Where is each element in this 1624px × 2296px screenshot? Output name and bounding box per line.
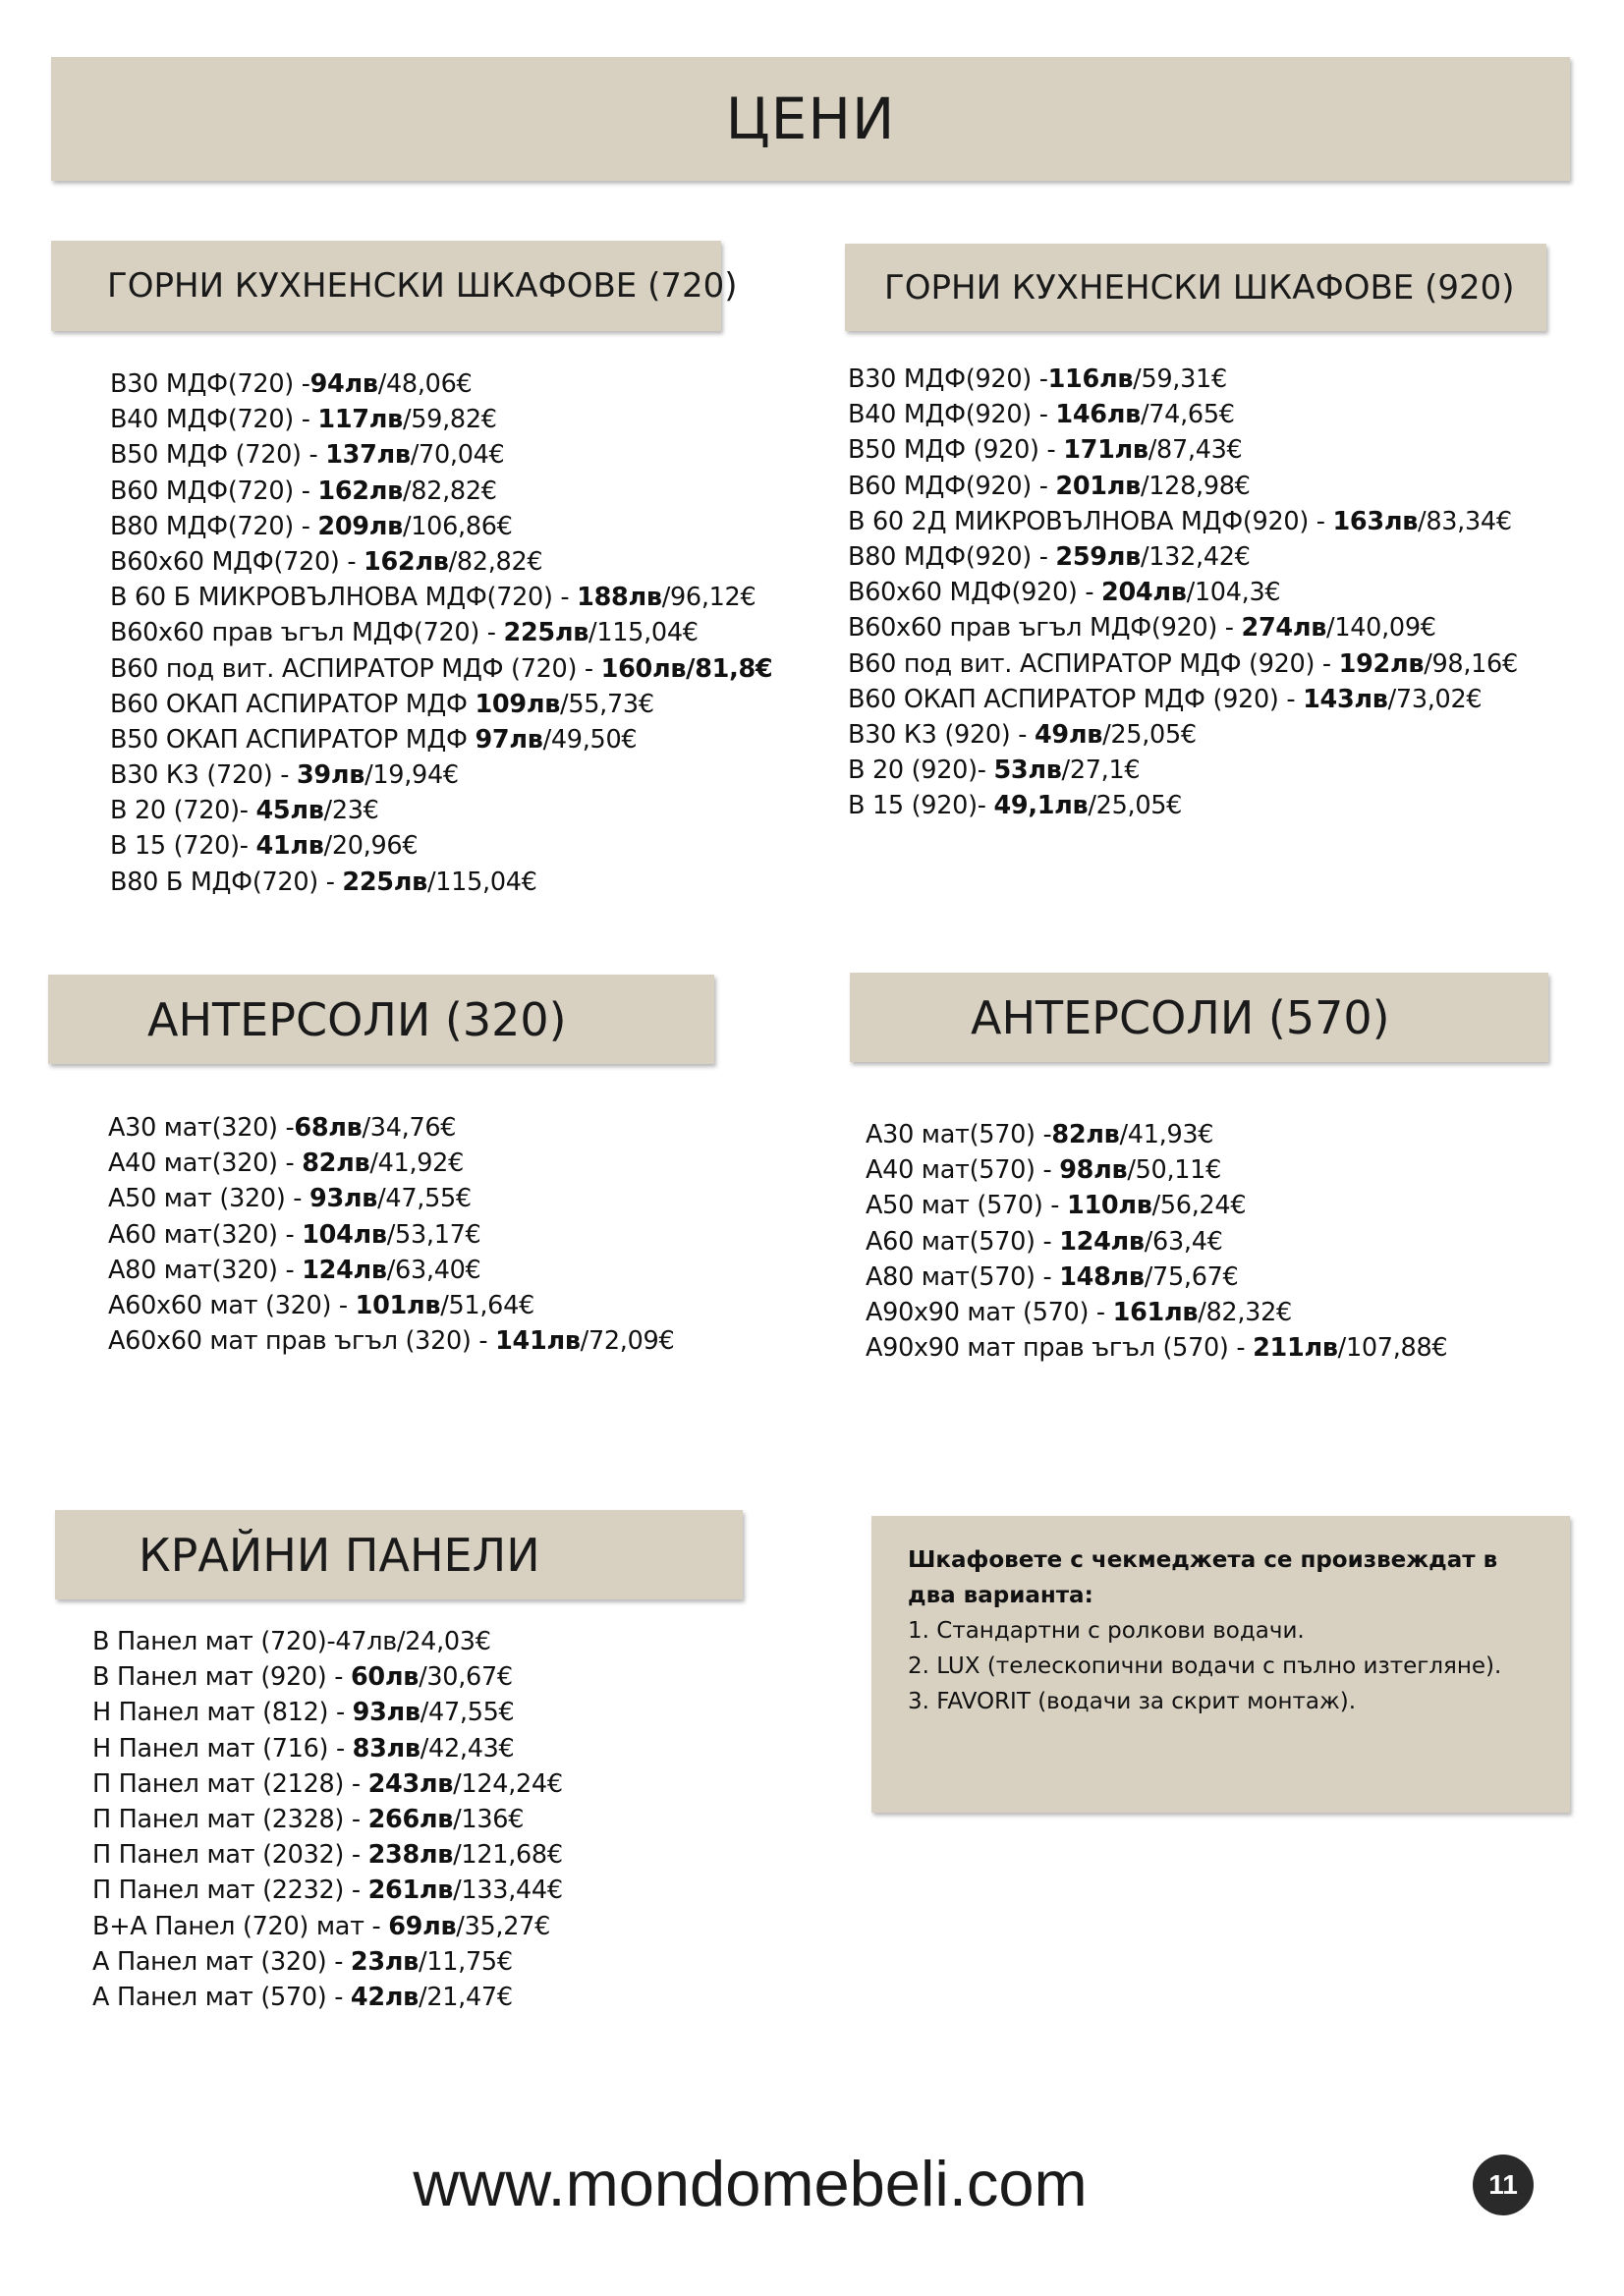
price-item-euro: /70,04€ bbox=[410, 440, 505, 471]
drawer-info-text bbox=[908, 1542, 1546, 1719]
price-item-label: В60х60 МДФ(920) - bbox=[848, 578, 1102, 608]
price-item bbox=[848, 682, 1518, 717]
price-item bbox=[110, 615, 772, 650]
price-item-euro: /59,31€ bbox=[1133, 364, 1227, 394]
price-item-price: 171лв bbox=[1063, 435, 1148, 466]
price-item bbox=[110, 402, 772, 437]
price-item-price: 274лв bbox=[1241, 613, 1327, 644]
price-item-euro: /63,40€ bbox=[386, 1255, 481, 1285]
price-item bbox=[848, 469, 1518, 504]
price-item-label: В 15 (720)- bbox=[110, 831, 256, 862]
price-item-price: 188лв bbox=[577, 583, 662, 613]
price-item bbox=[848, 539, 1518, 575]
price-item-price: 141лв bbox=[495, 1326, 581, 1357]
price-item-euro: /73,02€ bbox=[1387, 684, 1483, 714]
price-item-euro: /96,12€ bbox=[661, 583, 756, 613]
section-antresol570-header bbox=[850, 973, 1548, 1062]
price-item-price: 243лв bbox=[367, 1768, 454, 1799]
section-heading: ГОРНИ КУХНЕНСКИ ШКАФОВЕ (920) bbox=[884, 267, 1515, 308]
price-item bbox=[110, 793, 772, 828]
price-item-price: 97лв bbox=[475, 724, 543, 755]
price-item-euro: /41,93€ bbox=[1119, 1120, 1214, 1149]
price-item-price: 137лв bbox=[325, 440, 411, 471]
price-item bbox=[108, 1288, 674, 1323]
price-item-euro: /27,1€ bbox=[1061, 756, 1141, 786]
price-item-label: А60х60 мат (320) - bbox=[108, 1290, 356, 1320]
price-item-price: 162лв bbox=[364, 546, 449, 577]
price-item-label: В80 МДФ(720) - bbox=[110, 511, 318, 541]
price-item-price: 117лв bbox=[317, 405, 403, 435]
price-item bbox=[92, 1980, 563, 2015]
page-number-badge: 11 bbox=[1473, 2155, 1534, 2215]
price-item-euro: /20,96€ bbox=[323, 831, 419, 862]
price-item bbox=[110, 828, 772, 864]
price-item-label: В 60 2Д МИКРОВЪЛНОВА МДФ(920) - bbox=[848, 506, 1333, 536]
price-item bbox=[92, 1731, 563, 1766]
price-item-label: А30 мат(570) - bbox=[866, 1120, 1052, 1149]
price-item-euro: /48,06€ bbox=[377, 369, 473, 399]
price-item-label: В50 МДФ (920) - bbox=[848, 435, 1064, 466]
price-item bbox=[848, 610, 1518, 645]
price-item bbox=[110, 474, 772, 509]
price-item bbox=[848, 575, 1518, 610]
price-item-euro: /25,05€ bbox=[1102, 719, 1197, 750]
price-item-euro: /82,82€ bbox=[448, 546, 543, 577]
price-item-label: А80 мат(570) - bbox=[866, 1261, 1060, 1292]
section-heading: ГОРНИ КУХНЕНСКИ ШКАФОВЕ (720) bbox=[107, 266, 738, 306]
price-item-price: 49лв bbox=[1034, 719, 1103, 750]
section-panels-header bbox=[55, 1510, 743, 1599]
price-item-price: 49,1лв bbox=[993, 791, 1089, 821]
price-item-euro: /53,17€ bbox=[386, 1219, 481, 1250]
price-item-label: В+А Панел (720) мат - bbox=[92, 1911, 389, 1941]
price-item bbox=[92, 1766, 563, 1802]
section-antresol320-header bbox=[48, 975, 714, 1064]
price-item-euro: /82,32€ bbox=[1198, 1297, 1292, 1327]
section-heading: КРАЙНИ ПАНЕЛИ bbox=[139, 1528, 540, 1582]
price-item-euro: 47лв/24,03€ bbox=[335, 1627, 491, 1656]
price-item-euro: /25,05€ bbox=[1088, 791, 1183, 821]
price-item-label: А60х60 мат прав ъгъл (320) - bbox=[108, 1326, 496, 1357]
price-item-euro: /107,88€ bbox=[1337, 1333, 1448, 1364]
price-item-label: В50 ОКАП АСПИРАТОР МДФ bbox=[110, 724, 476, 755]
antresol570-price-list bbox=[866, 1117, 1447, 1366]
price-item bbox=[92, 1944, 563, 1980]
price-item bbox=[848, 504, 1518, 539]
price-item-label: В60 ОКАП АСПИРАТОР МДФ bbox=[110, 689, 476, 719]
price-item-label: В80 МДФ(920) - bbox=[848, 541, 1056, 572]
price-item-price: 69лв bbox=[388, 1911, 457, 1941]
price-item bbox=[108, 1253, 674, 1288]
price-item bbox=[848, 362, 1518, 397]
price-item-label: А40 мат(320) - bbox=[108, 1148, 303, 1179]
price-item-label: А90х90 мат прав ъгъл (570) - bbox=[866, 1333, 1254, 1364]
section-upper920-header bbox=[845, 244, 1546, 331]
price-item-price: 110лв bbox=[1067, 1191, 1152, 1221]
price-item-price: 68лв bbox=[294, 1113, 363, 1143]
price-item-label: А50 мат (570) - bbox=[866, 1191, 1068, 1221]
price-item-price: 124лв bbox=[1059, 1226, 1145, 1257]
price-item bbox=[92, 1802, 563, 1837]
price-item-price: 201лв bbox=[1055, 471, 1141, 501]
price-item-euro: /49,50€ bbox=[542, 724, 638, 755]
price-item-price: 98лв bbox=[1059, 1155, 1128, 1186]
price-item-label: В60х60 прав ъгъл МДФ(920) - bbox=[848, 613, 1242, 644]
price-item-price: 45лв bbox=[255, 796, 324, 826]
price-item-label: Н Панел мат (716) - bbox=[92, 1733, 353, 1764]
price-item-label: А90х90 мат (570) - bbox=[866, 1297, 1113, 1327]
price-item-euro: /51,64€ bbox=[440, 1290, 534, 1320]
price-item bbox=[110, 722, 772, 757]
title-bar bbox=[51, 57, 1570, 181]
price-item bbox=[110, 651, 772, 687]
price-item-label: П Панел мат (2232) - bbox=[92, 1876, 368, 1906]
price-item-label: В 15 (920)- bbox=[848, 791, 994, 821]
price-item-euro: /72,09€ bbox=[580, 1326, 675, 1357]
price-item bbox=[92, 1695, 563, 1730]
page-title: ЦЕНИ bbox=[725, 85, 896, 152]
price-item-euro: /30,67€ bbox=[419, 1662, 513, 1693]
price-item-label: А Панел мат (570) - bbox=[92, 1982, 351, 2012]
price-item-label: А60 мат(320) - bbox=[108, 1219, 303, 1250]
price-item-euro: /128,98€ bbox=[1140, 471, 1251, 501]
price-item-price: 94лв bbox=[309, 369, 378, 399]
price-item bbox=[866, 1188, 1447, 1223]
price-item-label: В30 МДФ(720) - bbox=[110, 369, 310, 399]
price-item-label: В30 МДФ(920) - bbox=[848, 364, 1048, 394]
price-item bbox=[108, 1146, 674, 1181]
price-item-label: П Панел мат (2032) - bbox=[92, 1840, 368, 1871]
price-item bbox=[866, 1224, 1447, 1260]
price-item-label: В 20 (920)- bbox=[848, 756, 994, 786]
price-item bbox=[108, 1217, 674, 1253]
price-item-euro: /56,24€ bbox=[1151, 1191, 1247, 1221]
price-item-price: 261лв bbox=[367, 1876, 454, 1906]
price-item-euro: /82,82€ bbox=[402, 476, 497, 506]
price-item bbox=[110, 366, 772, 402]
price-item bbox=[110, 757, 772, 793]
price-item-euro: /106,86€ bbox=[402, 511, 513, 541]
price-item-label: В60х60 МДФ(720) - bbox=[110, 546, 364, 577]
price-item bbox=[110, 580, 772, 615]
upper920-price-list bbox=[848, 362, 1518, 823]
note-line: 1. Стандартни с ролкови водачи. bbox=[908, 1618, 1305, 1644]
price-item-price: 93лв bbox=[352, 1698, 420, 1728]
price-item-price: 163лв bbox=[1332, 506, 1419, 536]
price-item-price: 211лв bbox=[1253, 1333, 1338, 1364]
price-item-label: А60 мат(570) - bbox=[866, 1226, 1060, 1257]
price-item-label: А40 мат(570) - bbox=[866, 1155, 1060, 1186]
price-item-label: В40 МДФ(920) - bbox=[848, 400, 1056, 430]
price-item-euro: /47,55€ bbox=[420, 1698, 515, 1728]
price-item-euro: /75,67€ bbox=[1144, 1261, 1239, 1292]
price-item-label: В60 МДФ(920) - bbox=[848, 471, 1056, 501]
price-item-euro: /23€ bbox=[323, 796, 379, 826]
price-item-price: 109лв bbox=[475, 689, 561, 719]
price-item bbox=[92, 1873, 563, 1908]
price-item-label: В Панел мат (720)- bbox=[92, 1627, 336, 1656]
price-item-label: Н Панел мат (812) - bbox=[92, 1698, 353, 1728]
price-item bbox=[848, 788, 1518, 823]
price-item-price: 60лв bbox=[350, 1662, 420, 1693]
price-item bbox=[92, 1837, 563, 1873]
price-item-euro: /47,55€ bbox=[377, 1184, 472, 1214]
note-line: 2. LUX (телескопични водачи с пълно изтегляне). bbox=[908, 1653, 1502, 1679]
price-item-euro: /132,42€ bbox=[1140, 541, 1251, 572]
price-item bbox=[110, 509, 772, 544]
price-item bbox=[848, 646, 1518, 682]
price-item-price: 225лв bbox=[503, 618, 589, 648]
price-item bbox=[92, 1624, 563, 1659]
price-item-euro: /115,04€ bbox=[588, 618, 699, 648]
price-item-euro: /35,27€ bbox=[456, 1911, 551, 1941]
price-item-price: 104лв bbox=[302, 1219, 387, 1250]
price-item-price: 83лв bbox=[352, 1733, 420, 1764]
section-upper720-header bbox=[51, 241, 738, 331]
price-item-euro: /124,24€ bbox=[453, 1768, 563, 1799]
price-item-label: П Панел мат (2128) - bbox=[92, 1768, 368, 1799]
price-item-euro: /21,47€ bbox=[419, 1982, 513, 2012]
price-item-label: А80 мат(320) - bbox=[108, 1255, 303, 1285]
price-item-euro: /59,82€ bbox=[402, 405, 497, 435]
price-item-price: 82лв bbox=[1051, 1120, 1120, 1149]
price-item-label: В 20 (720)- bbox=[110, 796, 256, 826]
upper720-price-list bbox=[110, 366, 772, 900]
price-item-euro: /83,34€ bbox=[1418, 506, 1512, 536]
section-heading: АНТЕРСОЛИ (570) bbox=[971, 990, 1390, 1044]
section-heading: АНТЕРСОЛИ (320) bbox=[147, 992, 567, 1046]
price-item bbox=[866, 1117, 1447, 1152]
price-item-euro: /121,68€ bbox=[453, 1840, 563, 1871]
note-lead: Шкафовете с чекмеджета се произвеждат в два варианта: bbox=[908, 1547, 1498, 1608]
price-item-label: В60х60 прав ъгъл МДФ(720) - bbox=[110, 618, 504, 648]
price-item-label: В 60 Б МИКРОВЪЛНОВА МДФ(720) - bbox=[110, 583, 578, 613]
price-item bbox=[110, 865, 772, 900]
price-item-label: В Панел мат (920) - bbox=[92, 1662, 351, 1693]
price-item-price: 225лв bbox=[342, 867, 427, 897]
price-item-euro: /104,3€ bbox=[1186, 578, 1281, 608]
price-item-euro: /55,73€ bbox=[560, 689, 654, 719]
antresol320-price-list bbox=[108, 1110, 674, 1359]
price-item-price: 101лв bbox=[355, 1290, 441, 1320]
price-item bbox=[866, 1295, 1447, 1330]
price-item-euro: /34,76€ bbox=[362, 1113, 457, 1143]
price-item-price: 148лв bbox=[1059, 1261, 1145, 1292]
price-item-euro: /11,75€ bbox=[419, 1946, 513, 1977]
price-item-label: В60 ОКАП АСПИРАТОР МДФ (920) - bbox=[848, 684, 1304, 714]
price-item-price: 93лв bbox=[309, 1184, 378, 1214]
price-item-price: 116лв bbox=[1047, 364, 1134, 394]
price-item-price: 259лв bbox=[1055, 541, 1141, 572]
price-item-euro: /140,09€ bbox=[1326, 613, 1436, 644]
price-item bbox=[110, 437, 772, 473]
price-item bbox=[108, 1110, 674, 1146]
price-item-euro: /115,04€ bbox=[426, 867, 537, 897]
price-item bbox=[92, 1909, 563, 1944]
price-item bbox=[866, 1330, 1447, 1366]
price-item bbox=[110, 687, 772, 722]
price-item-label: В80 Б МДФ(720) - bbox=[110, 867, 343, 897]
price-item-price: 266лв bbox=[367, 1804, 454, 1834]
price-item-price: 124лв bbox=[302, 1255, 387, 1285]
price-item bbox=[92, 1659, 563, 1695]
price-item-price: 53лв bbox=[993, 756, 1062, 786]
price-item-euro: /133,44€ bbox=[453, 1876, 563, 1906]
price-item-euro: /41,92€ bbox=[369, 1148, 465, 1179]
price-item-price: 82лв bbox=[302, 1148, 370, 1179]
price-item-price: 192лв bbox=[1338, 648, 1425, 679]
price-item-euro: /87,43€ bbox=[1148, 435, 1243, 466]
price-item-price: 42лв bbox=[350, 1982, 420, 2012]
price-item-label: П Панел мат (2328) - bbox=[92, 1804, 368, 1834]
price-item bbox=[866, 1260, 1447, 1295]
price-item-euro: /63,4€ bbox=[1144, 1226, 1223, 1257]
price-item bbox=[866, 1152, 1447, 1188]
price-item bbox=[108, 1181, 674, 1216]
price-item-label: А50 мат (320) - bbox=[108, 1184, 310, 1214]
price-item-price: 143лв bbox=[1303, 684, 1388, 714]
price-item-label: В50 МДФ (720) - bbox=[110, 440, 326, 471]
price-item-euro: /136€ bbox=[453, 1804, 525, 1834]
price-item-price: 238лв bbox=[367, 1840, 454, 1871]
price-item-euro: /42,43€ bbox=[420, 1733, 515, 1764]
price-item-price: 160лв/81,8€ bbox=[600, 653, 773, 684]
price-item-label: А Панел мат (320) - bbox=[92, 1946, 351, 1977]
price-item bbox=[848, 432, 1518, 468]
panels-price-list bbox=[92, 1624, 563, 2015]
price-item-label: В60 под вит. АСПИРАТОР МДФ (920) - bbox=[848, 648, 1339, 679]
price-item-price: 23лв bbox=[350, 1946, 420, 1977]
price-item bbox=[848, 397, 1518, 432]
price-item-label: В60 МДФ(720) - bbox=[110, 476, 318, 506]
price-item-label: В40 МДФ(720) - bbox=[110, 405, 318, 435]
price-item bbox=[848, 717, 1518, 753]
price-item-euro: /74,65€ bbox=[1140, 400, 1235, 430]
price-item-euro: /50,11€ bbox=[1127, 1155, 1222, 1186]
price-item bbox=[110, 544, 772, 580]
price-item-euro: /98,16€ bbox=[1424, 648, 1518, 679]
price-item-label: В60 под вит. АСПИРАТОР МДФ (720) - bbox=[110, 653, 601, 684]
price-item-price: 146лв bbox=[1055, 400, 1141, 430]
price-item bbox=[108, 1323, 674, 1359]
price-item bbox=[848, 753, 1518, 788]
website-url[interactable]: www.mondomebeli.com bbox=[413, 2148, 1088, 2219]
price-item-label: В30 К3 (920) - bbox=[848, 719, 1035, 750]
price-item-price: 162лв bbox=[317, 476, 403, 506]
price-item-euro: /19,94€ bbox=[364, 760, 459, 791]
price-item-price: 39лв bbox=[296, 760, 365, 791]
price-item-price: 209лв bbox=[317, 511, 403, 541]
price-item-label: А30 мат(320) - bbox=[108, 1113, 295, 1143]
price-item-price: 161лв bbox=[1112, 1297, 1199, 1327]
price-item-label: В30 К3 (720) - bbox=[110, 760, 297, 791]
price-item-price: 41лв bbox=[255, 831, 324, 862]
price-item-price: 204лв bbox=[1101, 578, 1187, 608]
note-line: 3. FAVORIT (водачи за скрит монтаж). bbox=[908, 1689, 1357, 1714]
